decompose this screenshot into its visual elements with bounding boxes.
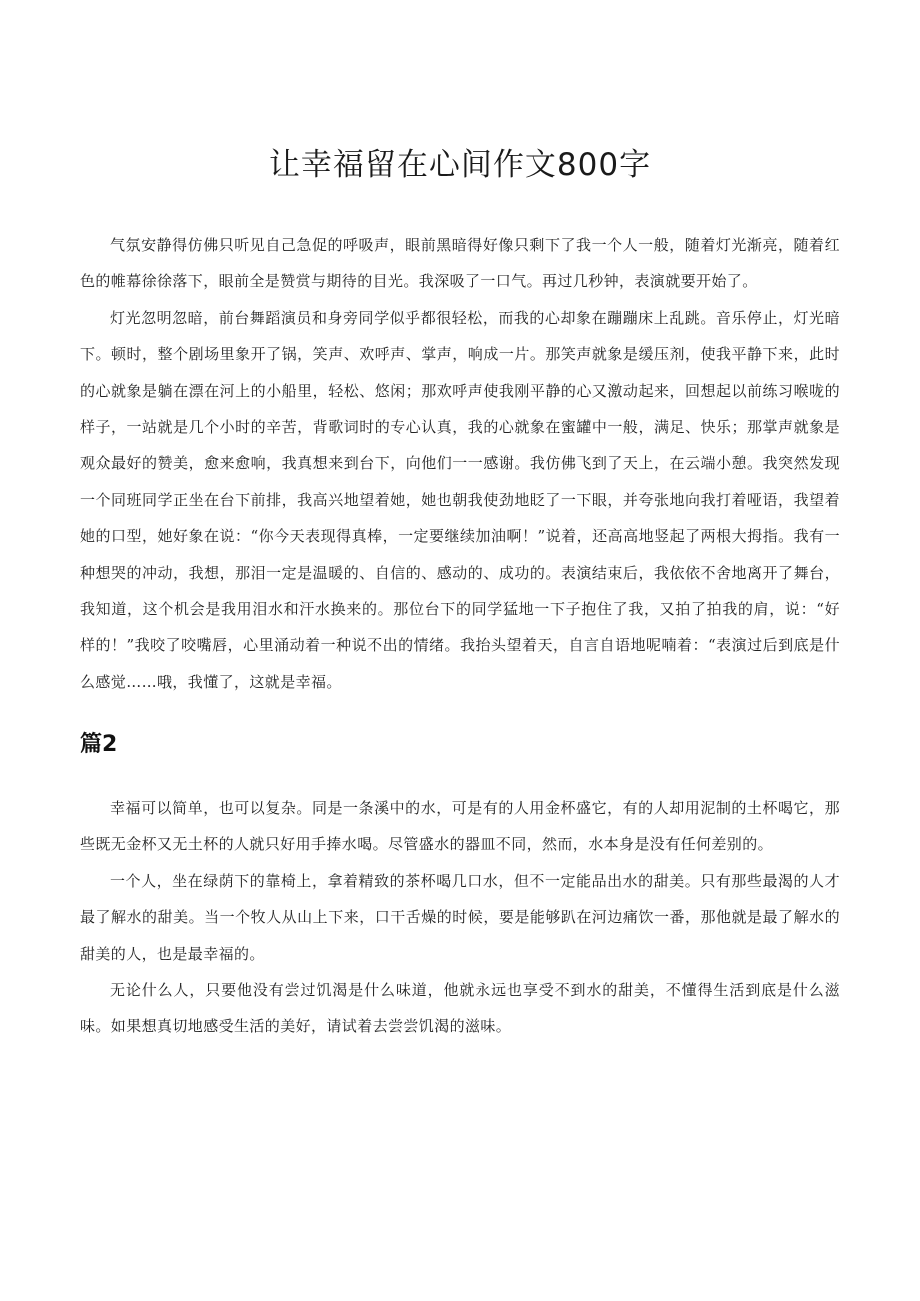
essay-section-one	[80, 227, 840, 700]
essay-section-two	[80, 790, 840, 1045]
paragraph: 气氛安静得仿佛只听见自己急促的呼吸声，眼前黑暗得好像只剩下了我一个人一般，随着灯光渐亮，随着红色的帷幕徐徐落下，眼前全是赞赏与期待的目光。我深吸了一口气。再过几秒钟，表演就要开始了。	[80, 236, 840, 291]
document-title: 让幸福留在心间作文800字	[268, 147, 652, 183]
paragraph: 无论什么人，只要他没有尝过饥渴是什么味道，他就永远也享受不到水的甜美，不懂得生活到底是什么滋味。如果想真切地感受生活的美好，请试着去尝尝饥渴的滋味。	[80, 981, 840, 1036]
paragraph: 一个人，坐在绿荫下的靠椅上，拿着精致的茶杯喝几口水，但不一定能品出水的甜美。只有那些最渴的人才最了解水的甜美。当一个牧人从山上下来，口干舌燥的时候，要是能够趴在河边痛饮一番，那他就是最了解水的甜美的人，也是最幸福的。	[80, 871, 840, 963]
paragraph: 灯光忽明忽暗，前台舞蹈演员和身旁同学似乎都很轻松，而我的心却象在蹦蹦床上乱跳。音乐停止，灯光暗下。顿时，整个剧场里象开了锅，笑声、欢呼声、掌声，响成一片。那笑声就象是缓压剂，使我平静下来，此时的心就象是躺在漂在河上的小船里，轻松、悠闲；那欢呼声使我刚平静的心又激动起来，回想起以前练习喉咙的样子，一站就是几个小时的辛苦，背歌词时的专心认真，我的心就象在蜜罐中一般，满足、快乐；那掌声就象是观众最好的赞美，愈来愈响，我真想来到台下，向他们一一感谢。我仿佛飞到了天上，在云端小憩。我突然发现一个同班同学正坐在台下前排，我高兴地望着她，她也朝我使劲地眨了一下眼，并夸张地向我打着哑语，我望着她的口型，她好象在说：“你今天表现得真棒，一定要继续加油啊！”说着，还高高地竖起了两根大拇指。我有一种想哭的冲动，我想，那泪一定是温暖的、自信的、感动的、成功的。表演结束后，我依依不舍地离开了舞台，我知道，这个机会是我用泪水和汗水换来的。那位台下的同学猛地一下子抱住了我，又拍了拍我的肩，说：“好样的！”我咬了咬嘴唇，心里涌动着一种说不出的情绪。我抬头望着天，自言自语地呢喃着：“表演过后到底是什么感觉……哦，我懂了，这就是幸福。	[80, 308, 840, 691]
paragraph: 幸福可以简单，也可以复杂。同是一条溪中的水，可是有的人用金杯盛它，有的人却用泥制的土杯喝它，那些既无金杯又无土杯的人就只好用手捧水喝。尽管盛水的器皿不同，然而，水本身是没有任何差别的。	[80, 799, 840, 854]
section-heading: 篇2	[80, 732, 118, 757]
